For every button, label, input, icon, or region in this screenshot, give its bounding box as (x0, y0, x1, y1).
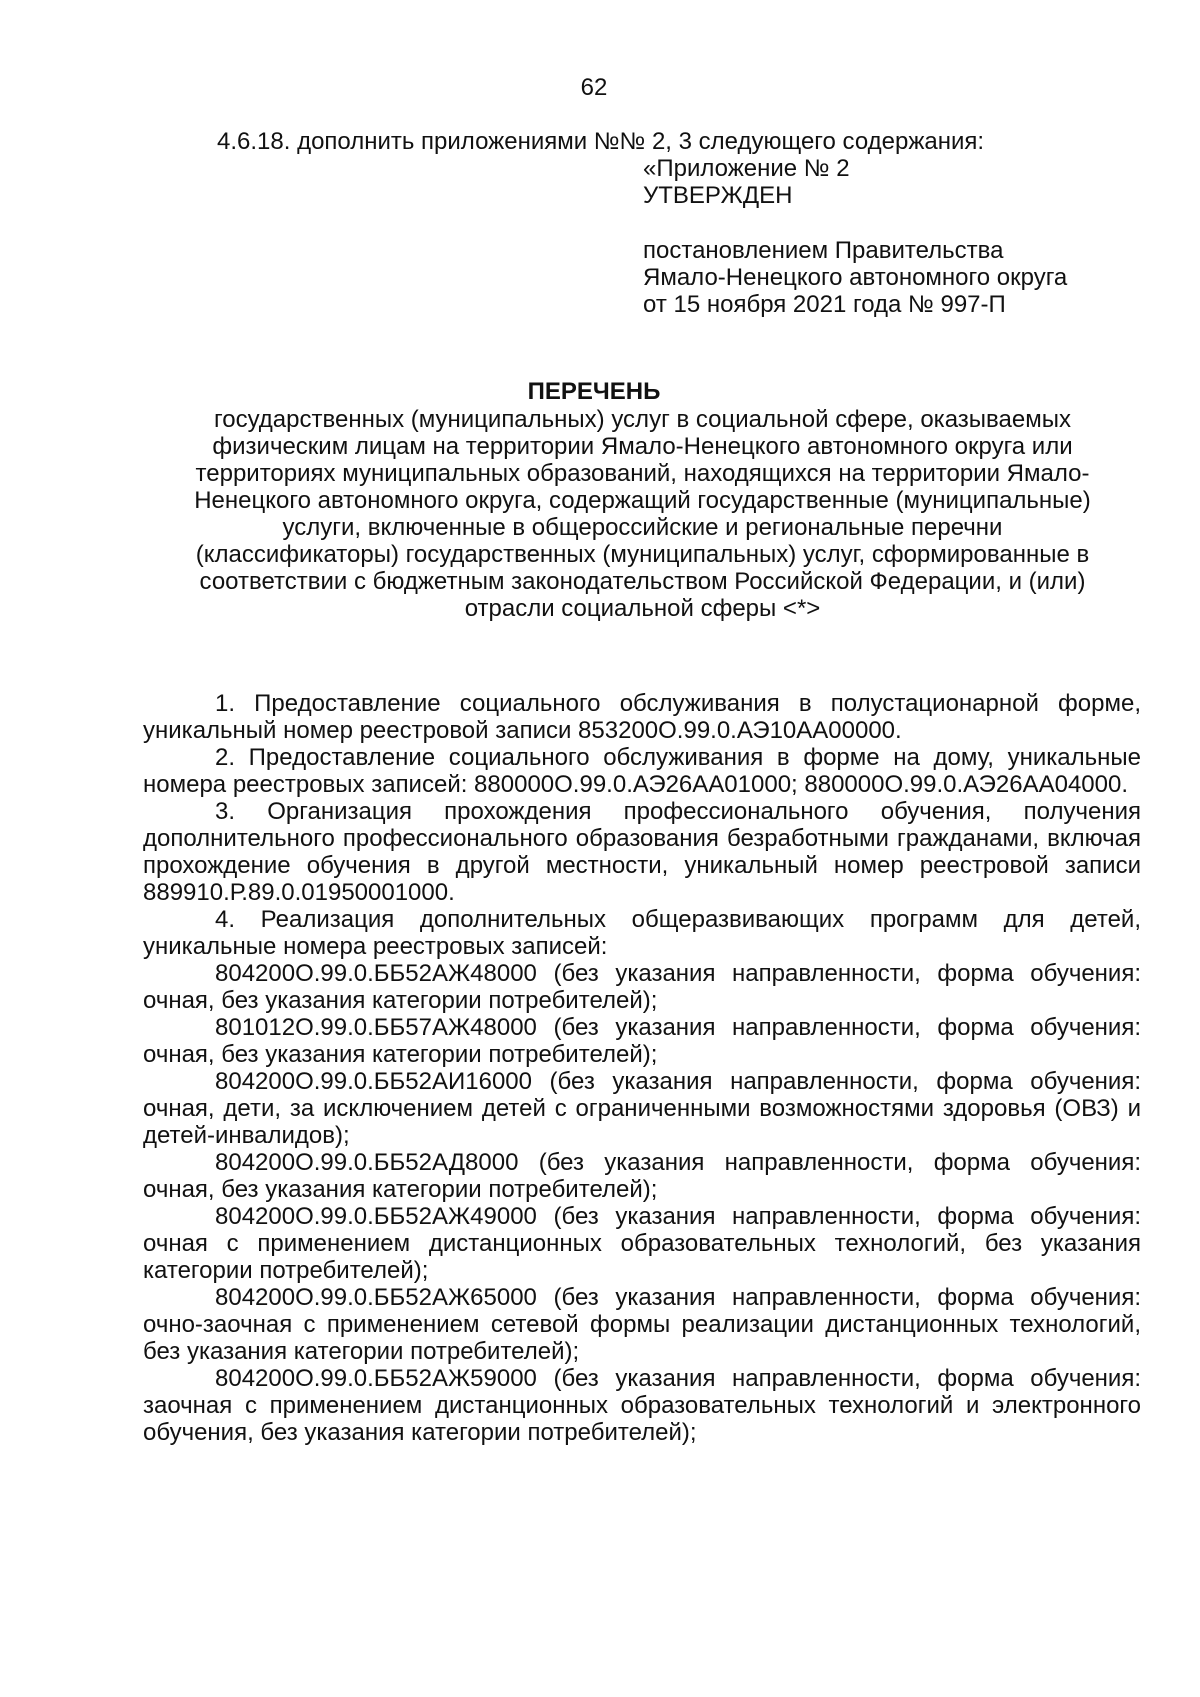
subtitle-line: государственных (муниципальных) услуг в социальной сфере, оказываемых (214, 406, 1071, 433)
list-item: 1. Предоставление социального обслуживания в полустационарной форме, уникальный номер реестровой записи 853200О.99.0.АЭ10АА00000. (143, 690, 1141, 744)
registry-code-item: 804200О.99.0.ББ52АЖ59000 (без указания направленности, форма обучения: заочная с применением дистанционных образовательных технологий и электронного обучения, без указания категории потребителей); (143, 1365, 1141, 1446)
registry-code-item: 804200О.99.0.ББ52АЖ65000 (без указания направленности, форма обучения: очно-заочная с применением сетевой формы реализации дистанционных технологий, без указания категории потребителей); (143, 1284, 1141, 1365)
page-number: 62 (580, 74, 608, 101)
approval-line: Ямало-Ненецкого автономного округа (643, 264, 1068, 291)
subtitle-line: услуги, включенные в общероссийские и региональные перечни (282, 514, 1003, 541)
subtitle-line: территориях муниципальных образований, находящихся на территории Ямало- (195, 460, 1090, 487)
subtitle-line: физическим лицам на территории Ямало-Ненецкого автономного округа или (212, 433, 1073, 460)
document-title: ПЕРЕЧЕНЬ (527, 378, 661, 405)
document-subtitle (140, 406, 1145, 622)
approved-label: УТВЕРЖДЕН (643, 182, 793, 209)
subtitle-line: Ненецкого автономного округа, содержащий государственные (муниципальные) (194, 487, 1091, 514)
subtitle-line: соответствии с бюджетным законодательством Российской Федерации, и (или) (199, 568, 1086, 595)
approval-block (643, 155, 1067, 318)
list-item: 3. Организация прохождения профессионального обучения, получения дополнительного профессионального образования безработными гражданами, включая прохождение обучения в другой местности, уникальный номер реестровой записи 889910.Р.89.0.01950001000. (143, 798, 1141, 906)
spacer (643, 209, 1067, 237)
services-list (143, 690, 1141, 1446)
registry-code-item: 804200О.99.0.ББ52АИ16000 (без указания направленности, форма обучения: очная, дети, за исключением детей с ограниченными возможностями здоровья (ОВЗ) и детей-инвалидов); (143, 1068, 1141, 1149)
registry-code-item: 804200О.99.0.ББ52АЖ49000 (без указания направленности, форма обучения: очная с применением дистанционных образовательных технологий, без указания категории потребителей); (143, 1203, 1141, 1284)
subtitle-line: (классификаторы) государственных (муниципальных) услуг, сформированные в (195, 541, 1090, 568)
subtitle-line: отрасли социальной сферы <*> (464, 595, 821, 622)
list-item: 4. Реализация дополнительных общеразвивающих программ для детей, уникальные номера реестровых записей: (143, 906, 1141, 960)
intro-amendment: 4.6.18. дополнить приложениями №№ 2, 3 следующего содержания: (217, 128, 985, 155)
appendix-label: «Приложение № 2 (643, 155, 850, 182)
registry-code-item: 804200О.99.0.ББ52АД8000 (без указания направленности, форма обучения: очная, без указания категории потребителей); (143, 1149, 1141, 1203)
list-item: 2. Предоставление социального обслуживания в форме на дому, уникальные номера реестровых записей: 880000О.99.0.АЭ26АА01000; 880000О.99.0.АЭ26АА04000. (143, 744, 1141, 798)
approval-line: постановлением Правительства (643, 237, 1004, 264)
approval-line: от 15 ноября 2021 года № 997-П (643, 291, 1006, 318)
registry-code-item: 801012О.99.0.ББ57АЖ48000 (без указания направленности, форма обучения: очная, без указания категории потребителей); (143, 1014, 1141, 1068)
registry-code-item: 804200О.99.0.ББ52АЖ48000 (без указания направленности, форма обучения: очная, без указания категории потребителей); (143, 960, 1141, 1014)
